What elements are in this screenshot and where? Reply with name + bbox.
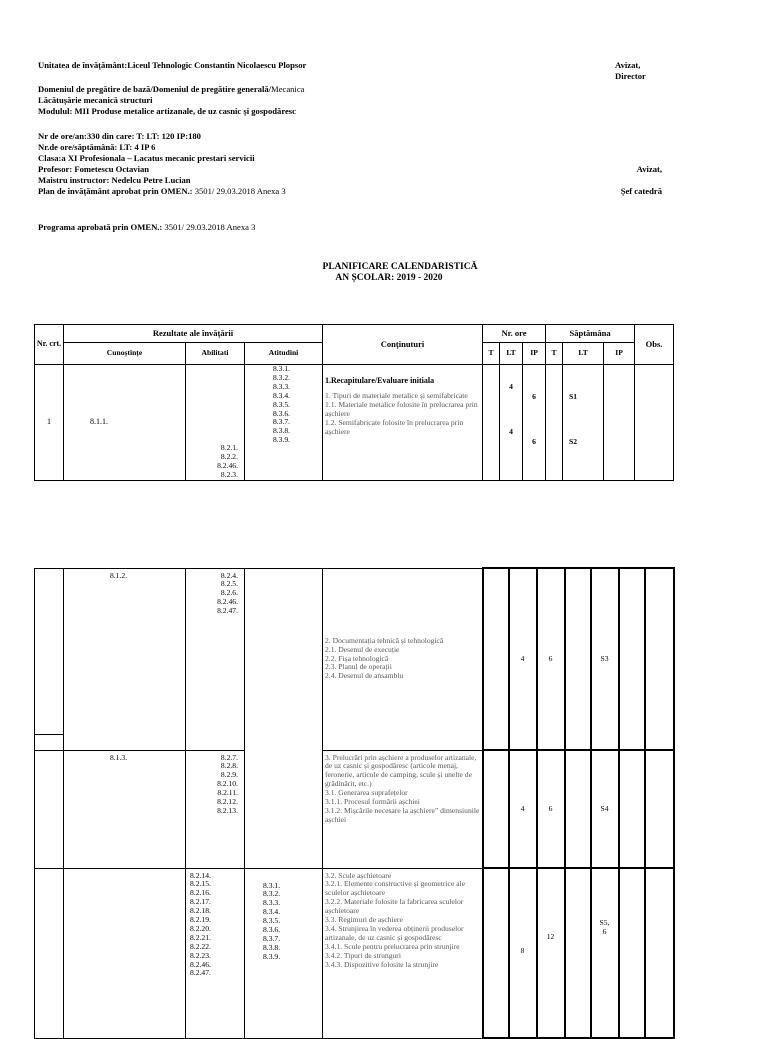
weeks-ip-cell	[604, 365, 635, 481]
col-attitudes-header: Atitudini	[245, 343, 323, 365]
module-value: metalice artizanale, de uz casnic și gospodăresc	[123, 106, 296, 116]
instructor-line: Maistru instructor: Nedelcu Petre Lucian	[38, 175, 191, 185]
weeks-ip-cell	[619, 868, 645, 1038]
title-line-2: AN ȘCOLAR: 2019 - 2020	[335, 273, 443, 283]
approved-director-role: Director	[615, 71, 646, 81]
planning-table-header-page	[34, 324, 674, 481]
table-row	[35, 750, 674, 868]
weeks-lt-cell	[563, 365, 604, 481]
document-title	[250, 262, 550, 284]
row-number: 1	[35, 365, 64, 481]
module-label: Modulul: MII Produse	[38, 106, 124, 116]
attitudes-codes: 8.3.1. 8.3.2. 8.3.3. 8.3.4. 8.3.5. 8.3.6. 8.3.7. 8.3.8. 8.3.9.	[245, 868, 323, 1038]
title-line-1: PLANIFICARE CALENDARISTICĂ	[322, 262, 478, 272]
knowledge-codes: 8.1.2.	[64, 568, 186, 750]
week-value: S2	[569, 436, 578, 446]
hours-lt-value: 4	[509, 426, 513, 436]
weeks-ip-cell	[619, 750, 645, 868]
hours-ip-cell	[523, 365, 546, 481]
attitudes-codes	[245, 568, 323, 868]
approved-chair-label: Avizat,	[636, 164, 662, 174]
skills-codes: 8.2.7. 8.2.8. 8.2.9. 8.2.10. 8.2.11. 8.2.12. 8.2.13.	[186, 750, 245, 868]
weeks-t-cell	[565, 750, 591, 868]
col-nr-header: Nr. crt.	[35, 325, 64, 365]
module-line	[38, 106, 296, 117]
program-value: 3501/ 29.03.2018 Anexa 3	[162, 222, 256, 232]
content-text: 2. Documentația tehnică și tehnologică 2.1. Desenul de execuție 2.2. Fișa tehnologică 2.3. Planul de operații 2.4. Desenul de ansamblu	[323, 568, 483, 750]
col-hours-t: T	[483, 343, 500, 365]
attitudes-codes: 8.3.1. 8.3.2. 8.3.3. 8.3.4. 8.3.5. 8.3.6. 8.3.7. 8.3.8. 8.3.9.	[245, 365, 323, 481]
col-contents-header: Conținuturi	[323, 325, 483, 365]
table-row	[35, 868, 674, 1038]
class-line: Clasa:a XI Profesionala – Lacatus mecanic prestari servicii	[38, 153, 255, 163]
col-hours-lt: LT	[500, 343, 523, 365]
unit-line	[38, 60, 306, 71]
hours-ip-value: 12	[537, 868, 565, 1038]
row-number	[35, 750, 64, 868]
skills-codes: 8.2.1. 8.2.2. 8.2.46. 8.2.3.	[186, 365, 245, 481]
knowledge-codes	[64, 868, 186, 1038]
col-knowledge-header: Cunoștințe	[64, 343, 186, 365]
content-text: 1. Tipuri de materiale metalice și semifabricate 1.1. Materiale metalice folosite în prelucrarea prin așchiere 1.2. Semifabricate folosite în prelucrarea prin așchiere	[325, 390, 478, 436]
teacher-line: Profesor: Fometescu Octavian	[38, 164, 150, 174]
hours-ip-value: 6	[532, 392, 536, 401]
plan-value: 3501/ 29.03.2018 Anexa 3	[192, 186, 286, 196]
obs-cell	[645, 868, 674, 1038]
hours-week-line: Nr.de ore/săptămână: LT: 4 IP 6	[38, 142, 156, 152]
approved-director	[615, 60, 646, 82]
contents-cell	[323, 365, 483, 481]
weeks-t-cell	[565, 568, 591, 750]
table-row	[35, 568, 674, 750]
col-hours-ip: IP	[523, 343, 546, 365]
col-weeks-header: Săptămâna	[546, 325, 635, 343]
unit-label: Unitatea de învățământ:	[38, 60, 128, 70]
hours-lt-value: 4	[509, 382, 513, 391]
plan-line	[38, 186, 286, 197]
domain-label: Domeniul de pregătire de bază/Domeniul de pregătire generală/	[38, 84, 272, 94]
obs-cell	[645, 568, 674, 750]
weeks-t-cell	[565, 868, 591, 1038]
skills-codes: 8.2.14. 8.2.15. 8.2.16. 8.2.17. 8.2.18. 8.2.19. 8.2.20. 8.2.21. 8.2.22. 8.2.23. 8.2.46. 8.2.47.	[186, 868, 245, 1038]
content-text: 3. Prelucrări prin așchiere a produselor artizanale, de uz casnic și gospodăresc (articole menaj, feronerie, articole de camping, scule și unelte de grădinărit, etc.) 3.1. Generarea suprafețelor 3.1.1. Procesul formării așchiei 3.1.2. Mișcările necesare la așchiere” dimensiunile așchiei	[323, 750, 483, 868]
hours-year-line: Nr de ore/an:330 din care: T: LT: 120 IP:180	[38, 131, 201, 141]
program-label: Programa aprobată prin OMEN.:	[38, 222, 163, 232]
planning-table-continued	[34, 567, 675, 1039]
hours-ip-value: 6	[532, 436, 536, 446]
hours-lt-value: 4	[509, 750, 537, 868]
hours-lt-value: 4	[509, 568, 537, 750]
specialty-line: Lăcătușărie mecanică structuri	[38, 95, 153, 105]
hours-ip-value: 6	[537, 750, 565, 868]
col-results-header: Rezultate ale învățării	[64, 325, 323, 343]
content-title: 1.Recapitulare/Evaluare initiala	[325, 376, 435, 385]
hours-t-cell	[483, 750, 509, 868]
weeks-ip-cell	[619, 568, 645, 750]
week-value: S3	[591, 568, 619, 750]
skills-codes: 8.2.4. 8.2.5. 8.2.6. 8.2.46. 8.2.47.	[186, 568, 245, 750]
hours-t-cell	[483, 868, 509, 1038]
obs-cell	[645, 750, 674, 868]
week-value: S5, 6	[591, 868, 619, 1038]
col-skills-header: Abilitati	[186, 343, 245, 365]
knowledge-codes: 8.1.1.	[64, 365, 186, 481]
content-text: 3.2. Scule așchietoare 3.2.1. Elemente constructive și geometrice ale sculelor așchietoare 3.2.2. Materiale folosite la fabricarea sculelor așchietoare 3.3. Regimuri de așchiere 3.4. Strunjirea în vederea obținerii produselor artizanale, de uz casnic și gospodăresc 3.4.1. Scule pentru prelucrarea prin strunjire 3.4.2. Tipuri de strunguri 3.4.3. Dispozitive folosite la strunjire	[323, 868, 483, 1038]
col-obs-header: Obs.	[635, 325, 674, 365]
week-value: S1	[569, 392, 578, 401]
approved-director-label: Avizat,	[615, 60, 641, 70]
col-weeks-ip: IP	[604, 343, 635, 365]
hours-lt-value: 8	[509, 868, 537, 1038]
approved-chair	[610, 164, 662, 197]
domain-line	[38, 84, 304, 95]
knowledge-codes: 8.1.3.	[64, 750, 186, 868]
col-hours-header: Nr. ore	[483, 325, 546, 343]
row-number	[35, 868, 64, 1038]
plan-label: Plan de învățământ aprobat prin OMEN.:	[38, 186, 193, 196]
approved-chair-role: Șef catedră	[620, 186, 662, 196]
row-number	[35, 568, 64, 750]
hours-t-cell	[483, 568, 509, 750]
hours-lt-cell	[500, 365, 523, 481]
col-weeks-lt: LT	[563, 343, 604, 365]
hours-t-cell	[483, 365, 500, 481]
week-value: S4	[591, 750, 619, 868]
domain-value: Mecanica	[271, 84, 305, 94]
col-weeks-t: T	[546, 343, 563, 365]
program-line	[38, 222, 255, 233]
unit-value: Liceul Tehnologic Constantin Nicolaescu Plopsor	[127, 60, 307, 70]
obs-cell	[635, 365, 674, 481]
hours-ip-value: 6	[537, 568, 565, 750]
table-row	[35, 365, 674, 481]
weeks-t-cell	[546, 365, 563, 481]
